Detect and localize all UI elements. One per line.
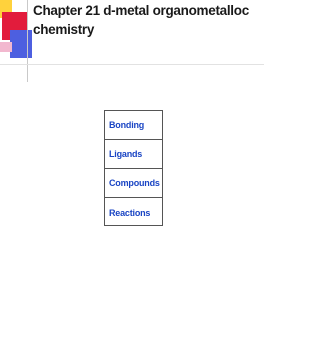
- topic-menu: [104, 110, 163, 226]
- title-underline: [0, 64, 264, 65]
- menu-item-ligands[interactable]: Ligands: [105, 140, 162, 169]
- slide-title-line-2: chemistry: [33, 22, 95, 37]
- decorative-block-pink: [0, 42, 12, 52]
- menu-item-bonding[interactable]: Bonding: [105, 111, 162, 140]
- decorative-vertical-line: [27, 0, 28, 82]
- slide-title: [33, 1, 261, 39]
- menu-item-compounds[interactable]: Compounds: [105, 169, 162, 198]
- decorative-block-blue: [10, 30, 32, 58]
- slide-title-line-1: Chapter 21 d-metal organometalloc: [33, 3, 249, 18]
- menu-item-reactions[interactable]: Reactions: [109, 207, 151, 218]
